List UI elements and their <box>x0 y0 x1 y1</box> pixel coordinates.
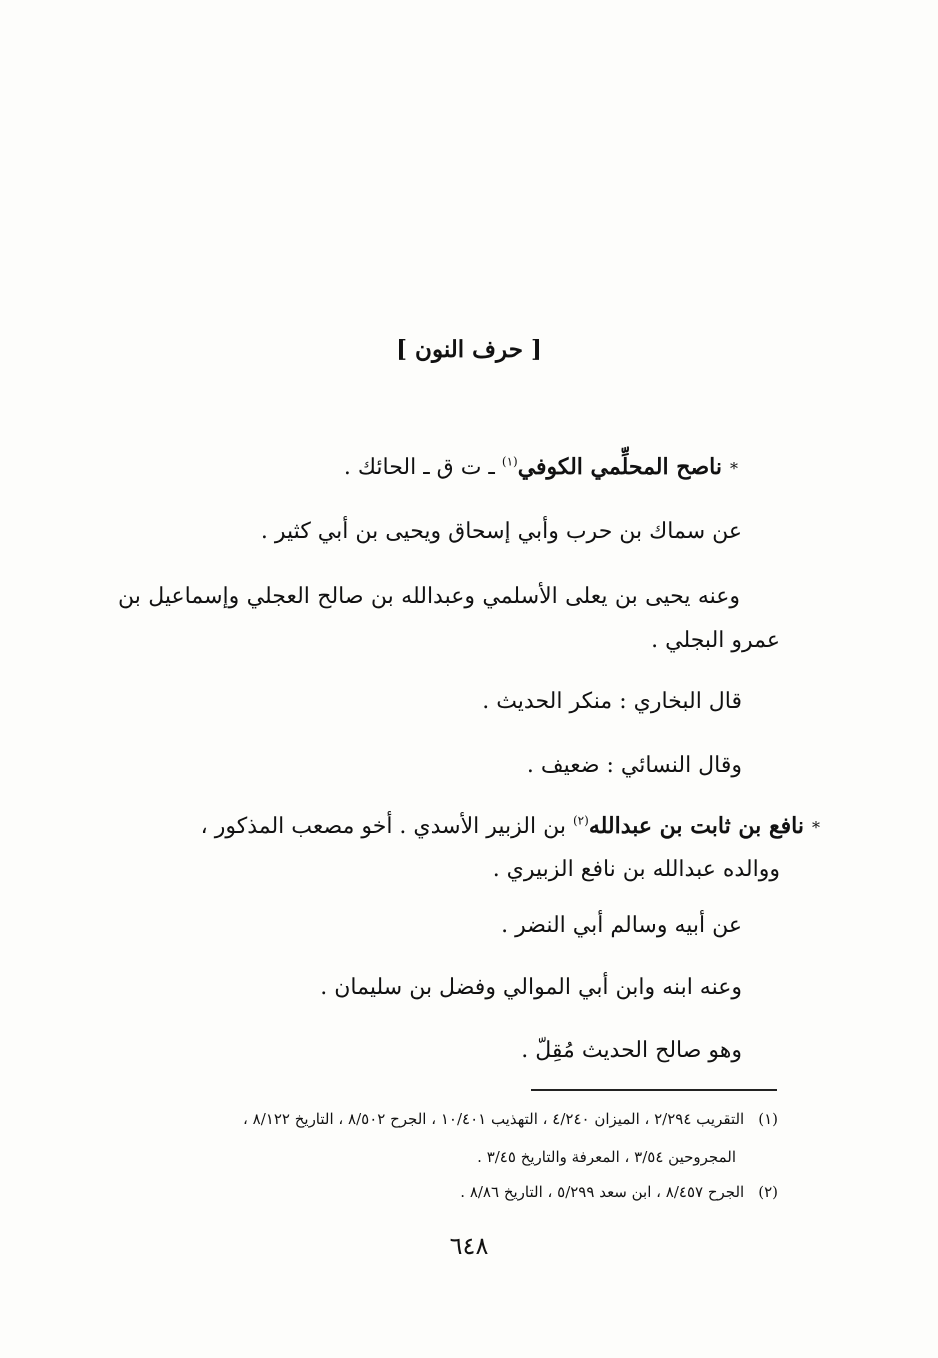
text-line-students: وعنه يحيى بن يعلى الأسلمي وعبدالله بن صالح العجلي وإسماعيل بن <box>118 584 740 609</box>
entry-name: ناصح المحلِّمي الكوفي <box>517 454 722 480</box>
footnote-ref: (٢) <box>572 813 589 828</box>
page-number: ٦٤٨ <box>449 1232 489 1260</box>
footnote-separator <box>531 1089 777 1091</box>
text-line-teachers: عن سماك بن حرب وأبي إسحاق ويحيى بن أبي كثير . <box>260 519 742 544</box>
footnote-number: (٢) <box>758 1183 778 1201</box>
entry-bullet: * <box>812 818 820 837</box>
entry-heading-nafi <box>201 811 820 843</box>
entry-description: بن الزبير الأسدي . أخو مصعب المذكور ، <box>200 814 573 839</box>
chapter-title: [ حرف النون ] <box>396 336 542 363</box>
footnote-ref: (١) <box>501 454 518 469</box>
text-line-teachers-2: عن أبيه وسالم أبي النضر . <box>501 913 742 938</box>
footnote-text: التقريب ٢/٢٩٤ ، الميزان ٤/٢٤٠ ، التهذيب ١٠/٤٠١ ، الجرح ٨/٥٠٢ ، التاريخ ٨/١٢٢ ، <box>243 1110 745 1128</box>
footnote-number: (١) <box>758 1110 778 1128</box>
entry-codes: ـ ت ق ـ الحائك . <box>343 455 502 480</box>
text-line-nasai: وقال النسائي : ضعيف . <box>526 753 742 778</box>
text-line-father: ووالده عبدالله بن نافع الزبيري . <box>492 857 780 882</box>
footnote-2 <box>460 1181 778 1203</box>
text-line-grading: وهو صالح الحديث مُقِلّ . <box>521 1038 742 1063</box>
text-line-students-2: وعنه ابنه وابن أبي الموالي وفضل بن سليمان . <box>320 975 742 1000</box>
footnote-1-cont: المجروحين ٣/٥٤ ، المعرفة والتاريخ ٣/٤٥ . <box>477 1148 736 1166</box>
footnote-1 <box>243 1108 778 1130</box>
text-line-students-cont: عمرو البجلي . <box>651 628 780 653</box>
text-line-bukhari: قال البخاري : منكر الحديث . <box>482 689 742 714</box>
entry-bullet: * <box>730 459 738 478</box>
entry-heading-nasih <box>344 452 738 484</box>
footnote-text: الجرح ٨/٤٥٧ ، ابن سعد ٥/٢٩٩ ، التاريخ ٨/٨٦ . <box>460 1183 745 1201</box>
entry-name: نافع بن ثابت بن عبدالله <box>588 813 804 839</box>
